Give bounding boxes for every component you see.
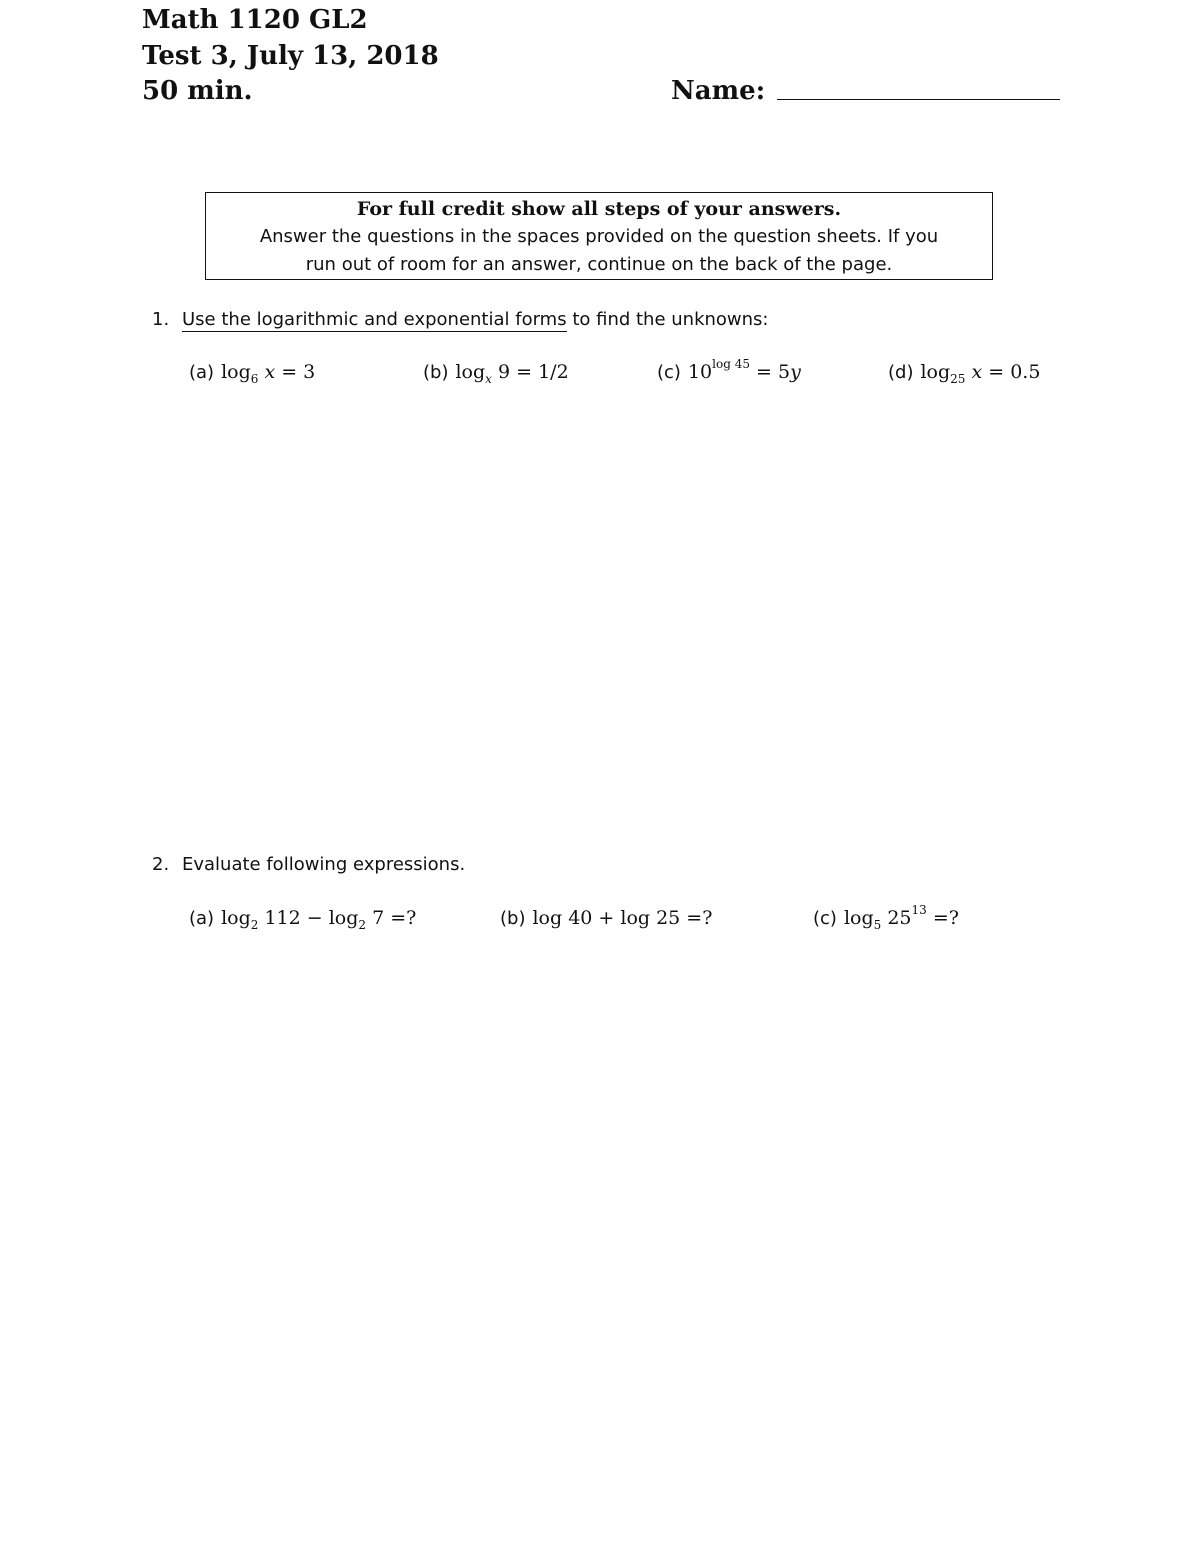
part-label: (c): [813, 908, 837, 929]
question-1-rest-text: to find the unknowns:: [566, 309, 769, 330]
log-fn: log: [843, 907, 874, 929]
part-label: (a): [189, 362, 215, 383]
question-1-underlined-text: Use the logarithmic and exponential forms: [182, 309, 567, 330]
question-1a: [189, 359, 315, 386]
log-base-2: 2: [358, 918, 367, 932]
name-label: Name:: [671, 76, 766, 106]
question-2-text: Evaluate following expressions.: [182, 854, 466, 875]
question-2-number: 2.: [152, 854, 170, 875]
log-base: 2: [250, 918, 259, 932]
log-fn: log: [920, 361, 951, 383]
rhs: = 0.5: [982, 361, 1041, 383]
argument-1: 112 −: [258, 907, 329, 929]
log-fn: log: [221, 361, 251, 383]
rhs: =?: [926, 907, 959, 929]
question-2b: [500, 905, 712, 932]
log-base: x: [485, 372, 492, 386]
log-base: 5: [873, 918, 882, 932]
part-label: (d): [888, 362, 914, 383]
log-fn: log: [221, 907, 251, 929]
part-label: (c): [657, 362, 681, 383]
variable: x: [264, 361, 276, 383]
rhs: = 5: [749, 361, 791, 383]
expression: log 40 + log 25 =?: [532, 907, 713, 929]
duration: 50 min.: [142, 76, 253, 106]
exponent: log 45: [712, 357, 750, 371]
variable: y: [790, 361, 801, 383]
question-1-number: 1.: [152, 309, 170, 330]
log-fn: log: [455, 361, 486, 383]
question-1d: [888, 359, 1040, 386]
instructions-line-2: Answer the questions in the spaces provided on the question sheets. If you: [259, 226, 939, 247]
course-title: Math 1120 GL2: [142, 5, 368, 35]
base: 10: [687, 361, 713, 383]
argument-2: 7 =?: [366, 907, 417, 929]
question-1b: [423, 359, 569, 386]
exponent: 13: [911, 903, 927, 917]
instructions-line-3: run out of room for an answer, continue on the back of the page.: [305, 254, 893, 275]
variable: x: [971, 361, 983, 383]
part-label: (b): [500, 908, 526, 929]
question-1c: [657, 359, 801, 386]
question-2c: [813, 905, 959, 932]
part-label: (a): [189, 908, 215, 929]
argument: 9: [491, 361, 511, 383]
rhs: = 1/2: [510, 361, 569, 383]
instructions-box: [205, 192, 993, 280]
question-2a: [189, 905, 416, 932]
rhs: = 3: [275, 361, 316, 383]
log-base: 6: [250, 372, 259, 386]
test-date: Test 3, July 13, 2018: [142, 41, 439, 71]
instructions-bold-line: For full credit show all steps of your answers.: [356, 198, 842, 220]
log-fn-2: log: [328, 907, 359, 929]
question-1-text: [182, 308, 769, 332]
argument: 25: [881, 907, 912, 929]
name-field[interactable]: [777, 99, 1060, 100]
log-base: 25: [950, 372, 966, 386]
part-label: (b): [423, 362, 449, 383]
